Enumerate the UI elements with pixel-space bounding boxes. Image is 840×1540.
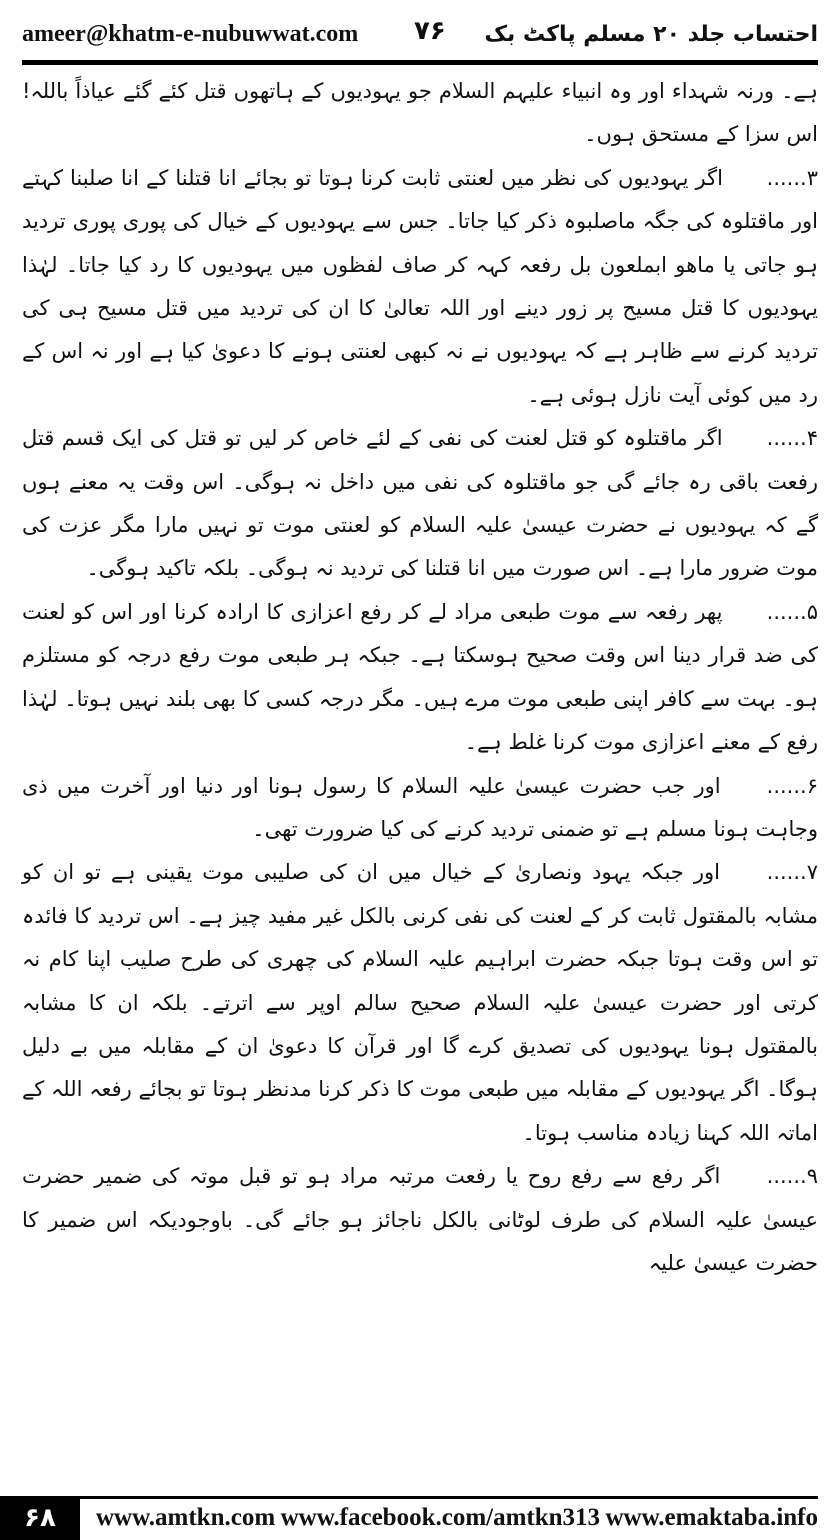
paragraph-number: ۹...... [766,1164,818,1189]
paragraph [22,417,818,591]
paragraph-text: ہے۔ ورنہ شہداء اور وہ انبیاء علیہم السلام جو یہودیوں کے ہاتھوں قتل کئے گئے عیاذاً باللہ! اس سزا کے مستحق ہوں۔ [22,79,818,147]
paragraph [22,765,818,852]
paragraph [22,1155,818,1285]
header-page-number: ۷۶ [414,16,446,46]
paragraph-text: اور جبکہ یہود ونصاریٰ کے خیال میں ان کی صلیبی موت یقینی ہے تو ان کو مشابہ بالمقتول ثابت کر کے لعنت کی نفی کرنی بالکل غیر مفید چیز ہے۔ اس تردید کا فائدہ تو اس وقت ہوتا جبکہ حضرت ابراہیم علیہ السلام کی چھری کی طرح صلیب اپنا کام نہ کرتی اور حضرت عیسیٰ علیہ السلام صحیح سالم اوپر سے اترتے۔ بلکہ ان کا مشابہ بالمقتول ہونا یہودیوں کی تصدیق کرے گا اور قرآن کا دعویٰ ان کے مقابلہ میں بے دلیل ہوگا۔ اگر یہودیوں کے مقابلہ میں طبعی موت کا ذکر کرنا مدنظر ہوتا تو بجائے رفعہ اللہ کے اماتہ اللہ کہنا زیادہ مناسب ہوتا۔ [22,860,818,1145]
paragraph-number: ۴...... [766,426,818,451]
footer-links [96,1504,818,1532]
paragraph [22,157,818,417]
paragraph [22,70,818,157]
paragraph-text: اگر یہودیوں کی نظر میں لعنتی ثابت کرنا ہوتا تو بجائے انا قتلنا کے انا صلبنا کہتے اور ماقتلوہ کی جگہ ماصلبوہ ذکر کیا جاتا۔ جس سے یہودیوں کے خیال کی پوری پوری تردید ہو جاتی یا ماھو ابملعون بل رفعہ کہہ کر صاف لفظوں میں یہودیوں کا رد کیا جاتا۔ لہٰذا یہودیوں کا قتل مسیح پر زور دینے اور اللہ تعالیٰ کا ان کی تردید میں قتل مسیح ہی کی تردید کرنے سے ظاہر ہے کہ یہودیوں نے نہ کبھی لعنتی ہونے کا دعویٰ کیا ہے اور نہ اس کے رد میں کوئی آیت نازل ہوئی ہے۔ [22,165,818,407]
paragraph-number: ۳...... [766,165,818,190]
paragraph-text: پھر رفعہ سے موت طبعی مراد لے کر رفع اعزازی کا ارادہ کرنا اور اس کو لعنت کی ضد قرار دینا اس وقت صحیح ہوسکتا ہے۔ جبکہ ہر طبعی موت رفع درجہ کو مستلزم ہو۔ بہت سے کافر اپنی طبعی موت مرے ہیں۔ مگر درجہ کسی کا بھی بلند نہیں ہوتا۔ لہٰذا رفع کے معنے اعزازی موت کرنا غلط ہے۔ [22,599,818,755]
page-footer [0,1496,840,1540]
paragraph-text: اگر ماقتلوہ کو قتل لعنت کی نفی کے لئے خاص کر لیں تو قتل کی ایک قسم قتل رفعت باقی رہ جائے گی جو ماقتلوہ کی نفی میں داخل نہ ہوگی۔ اس وقت یہ معنے ہوں گے کہ یہودیوں نے حضرت عیسیٰ علیہ السلام کو لعنتی موت تو نہیں مارا مگر عزت کی موت ضرور مارا ہے۔ اس صورت میں انا قتلنا کی تردید نہ ہوگی۔ بلکہ تاکید ہوگی۔ [22,426,818,581]
paragraph-text: اگر رفع سے رفع روح یا رفعت مرتبہ مراد ہو تو قبل موتہ کی ضمیر حضرت عیسیٰ علیہ السلام کی طرف لوٹانی بالکل ناجائز ہو جائے گی۔ باوجودیکہ اس ضمیر کا حضرت عیسیٰ علیہ [22,1164,818,1275]
footer-page-number: ۶۸ [0,1496,80,1540]
footer-link-amtkn[interactable]: www.amtkn.com [96,1504,276,1531]
paragraph [22,591,818,765]
paragraph [22,851,818,1155]
paragraph-text: اور جب حضرت عیسیٰ علیہ السلام کا رسول ہونا اور دنیا اور آخرت میں ذی وجاہت ہونا مسلم ہے تو ضمنی تردید کرنے کی کیا ضرورت تھی۔ [22,773,818,841]
paragraph-number: ۷...... [766,860,818,885]
paragraph-number: ۶...... [766,773,818,798]
footer-link-emaktaba[interactable]: www.emaktaba.info [605,1504,818,1531]
header-rule [22,60,818,65]
header-email: ameer@khatm-e-nubuwwat.com [22,20,359,47]
paragraph-number: ۵...... [766,599,818,624]
footer-link-facebook[interactable]: www.facebook.com/amtkn313 [280,1504,601,1531]
page-header [22,14,818,54]
header-book-title: احتساب جلد ۲۰ مسلم پاکٹ بک [484,21,818,47]
document-body [22,70,818,1285]
footer-rule [0,1496,818,1499]
